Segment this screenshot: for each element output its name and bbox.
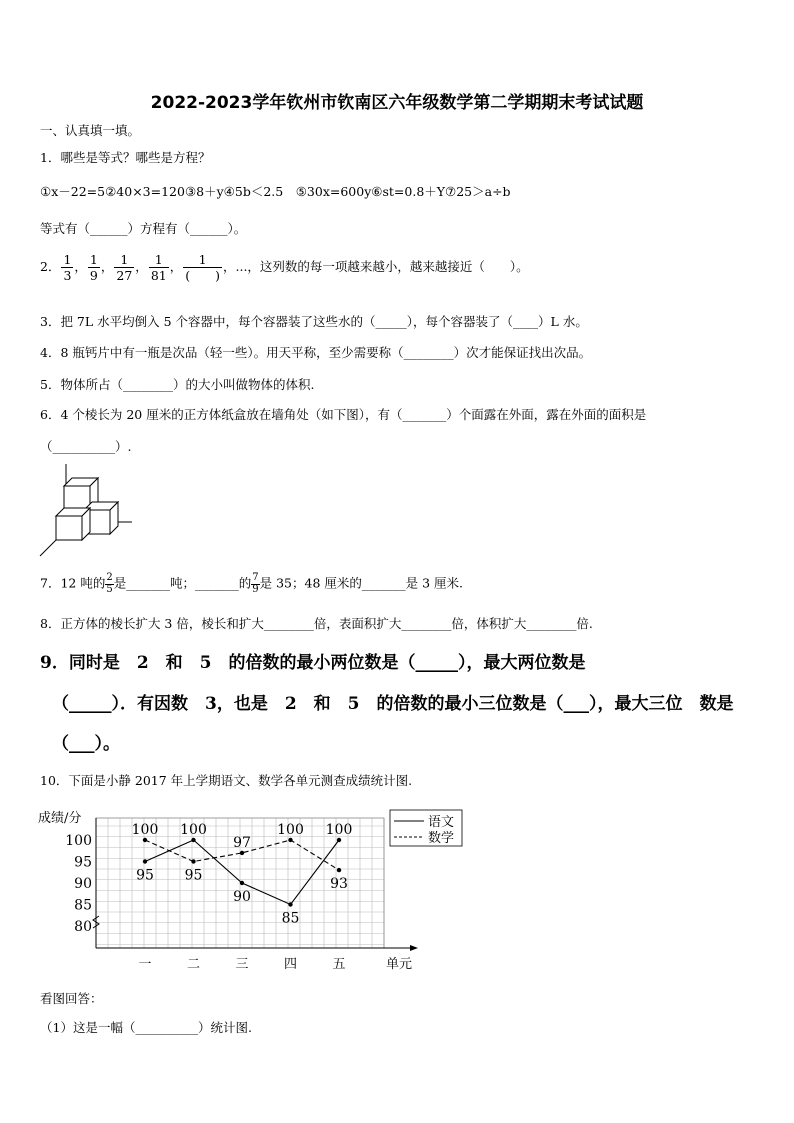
- data-point: [143, 859, 147, 863]
- fraction: $\frac{1}{9}$: [89, 252, 98, 283]
- data-point: [143, 838, 147, 842]
- question-8: 8．正方体的棱长扩大 3 倍，棱长和扩大________倍，表面积扩大________倍，体积扩大________倍.: [40, 616, 593, 631]
- x-tick-label: 三: [235, 957, 249, 972]
- data-point: [240, 881, 244, 885]
- y-tick-label: 95: [74, 854, 92, 871]
- x-tick-label: 一: [138, 957, 152, 972]
- data-label: 95: [136, 867, 154, 884]
- chart-marks: [132, 822, 353, 927]
- x-axis-label: 单元: [386, 957, 413, 972]
- question-1-items: ①x－22=5②40×3=120③8＋y④5b＜2.5 ⑤30x=600y⑥st=0.8＋Y⑦25＞a÷b: [40, 184, 511, 199]
- question-10: 10．下面是小静 2017 年上学期语文、数学各单元测查成绩统计图.: [40, 773, 413, 788]
- fraction: $\frac{2}{5}$: [106, 572, 113, 595]
- data-label: 85: [281, 910, 300, 927]
- question-1-answer: 等式有（______）方程有（______）。: [40, 221, 247, 236]
- page-title: 2022-2023学年钦州市钦南区六年级数学第二学期期末考试试题: [150, 93, 644, 113]
- fraction: $\frac{1}{81}$: [150, 252, 167, 283]
- data-point: [191, 838, 195, 842]
- axis-break: [93, 916, 99, 928]
- x-tick-label: 二: [186, 957, 201, 972]
- y-tick-label: 100: [65, 833, 92, 849]
- fraction: $\frac{1}{( )}$: [185, 252, 220, 283]
- question-9-line2: （_____）．有因数 3，也是 2 和 5 的倍数的最小三位数是（___），最大三位 数是: [52, 694, 734, 714]
- data-label: 100: [180, 822, 207, 838]
- y-tick-label: 80: [74, 919, 92, 935]
- legend-label: 语文: [428, 815, 455, 830]
- y-tick-label: 85: [74, 897, 92, 914]
- x-tick-label: 四: [283, 957, 298, 972]
- q10-prompt: 看图回答：: [40, 991, 103, 1006]
- data-label: 97: [233, 834, 251, 851]
- data-point: [337, 838, 341, 842]
- question-9-line3: （___）。: [52, 734, 120, 754]
- question-6-line1: 6．4 个棱长为 20 厘米的正方体纸盒放在墙角处（如下图），有（_______）个面露在外面，露在外面的面积是: [40, 407, 647, 422]
- question-9-line1: 9．同时是 2 和 5 的倍数的最小两位数是（_____），最大两位数是: [40, 653, 586, 673]
- y-axis-label: 成绩/分: [38, 811, 82, 826]
- question-2: 2． $\frac{1}{3}$ ， $\frac{1}{9}$ ， $\frac{1}{27}$ ， $\frac{1}{81}$ ， $\frac{1}{( )}$ ，...，这列数的每一项越来越小，越来越接近（ ）。: [40, 252, 529, 283]
- data-point: [240, 851, 244, 855]
- data-label: 95: [184, 867, 203, 884]
- question-3: 3．把 7L 水平均倒入 5 个容器中，每个容器装了这些水的（_____），每个容器装了（____）L 水。: [40, 314, 588, 329]
- question-5: 5．物体所占（________）的大小叫做物体的体积.: [40, 377, 315, 392]
- question-2-suffix: ，...，这列数的每一项越来越小，越来越接近（ ）。: [223, 259, 529, 274]
- fraction: $\frac{7}{9}$: [252, 572, 259, 595]
- question-6-line2: （__________）.: [40, 439, 132, 454]
- data-label: 100: [277, 822, 304, 838]
- data-point: [288, 838, 292, 842]
- section-heading: 一、认真填一填。: [40, 123, 141, 138]
- line-chart: [34, 800, 474, 980]
- data-point: [337, 868, 341, 872]
- q10-sub1: （1）这是一幅（__________）统计图.: [40, 1020, 252, 1035]
- data-label: 100: [325, 822, 353, 838]
- x-tick-label: 五: [332, 957, 346, 972]
- fraction: $\frac{1}{3}$: [63, 252, 72, 283]
- x-axis-arrow: [410, 945, 418, 951]
- question-1: 1．哪些是等式？哪些是方程？: [40, 150, 211, 165]
- question-4: 4．8 瓶钙片中有一瓶是次品（轻一些）。用天平称，至少需要称（________）次才能保证找出次品。: [40, 345, 592, 360]
- question-2-prefix: 2．: [40, 259, 61, 274]
- cube-figure: [36, 462, 136, 558]
- data-point: [288, 902, 292, 906]
- data-label: 93: [330, 876, 348, 893]
- data-point: [191, 859, 195, 863]
- question-7: 7．12 吨的 $\frac{2}{5}$ 是_______吨；_______的 $\frac{7}{9}$ 是 35；48 厘米的_______是 3 厘米.: [40, 572, 463, 595]
- chart-legend: [390, 810, 462, 846]
- data-label: 90: [233, 889, 251, 905]
- legend-label: 数学: [428, 831, 455, 846]
- data-label: 100: [131, 822, 159, 838]
- fraction: $\frac{1}{27}$: [116, 252, 133, 283]
- y-tick-label: 90: [74, 876, 92, 892]
